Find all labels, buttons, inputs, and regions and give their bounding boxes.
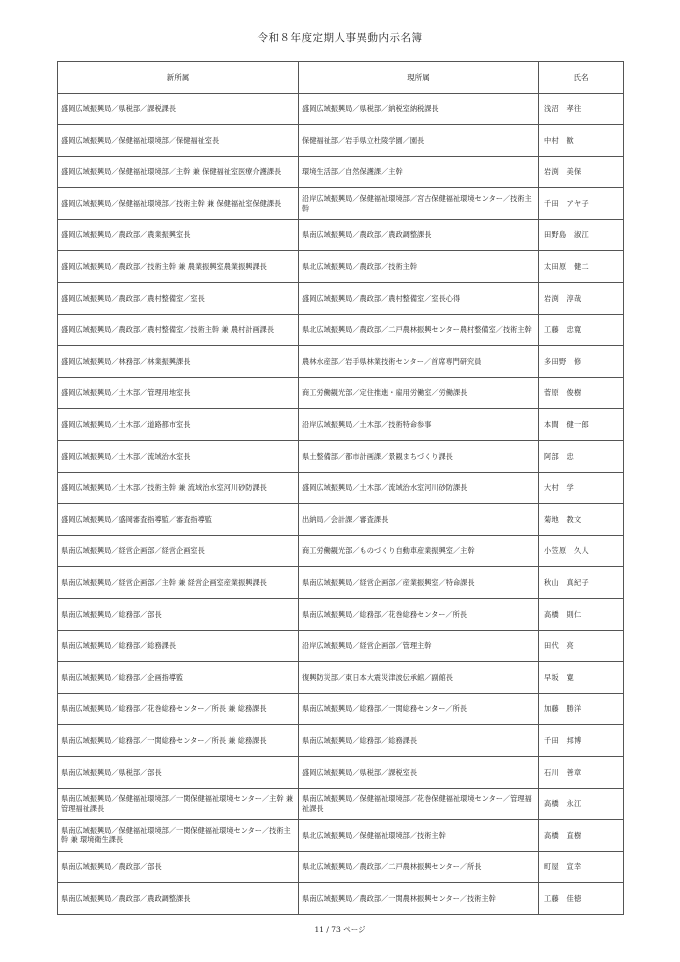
current-position-cell: 保健福祉部／岩手県立杜陵学園／園長 xyxy=(299,125,539,157)
table-row xyxy=(58,725,624,757)
table-row xyxy=(58,504,624,536)
table-row xyxy=(58,820,624,852)
new-position-cell: 盛岡広域振興局／農政部／技術主幹 兼 農業振興室農業振興課長 xyxy=(58,251,299,283)
table-row xyxy=(58,219,624,251)
new-position-cell: 盛岡広域振興局／農政部／農村整備室／室長 xyxy=(58,283,299,315)
new-position-cell: 盛岡広域振興局／土木部／管理用地室長 xyxy=(58,377,299,409)
table-row xyxy=(58,788,624,820)
name-cell: 大村 学 xyxy=(539,472,624,504)
table-row xyxy=(58,851,624,883)
new-position-cell: 盛岡広域振興局／保健福祉環境部／主幹 兼 保健福祉室医療介護課長 xyxy=(58,156,299,188)
table-header-row xyxy=(58,62,624,94)
table-row xyxy=(58,535,624,567)
name-cell: 早坂 寛 xyxy=(539,662,624,694)
current-position-cell: 県北広域振興局／農政部／二戸農林振興センター／所長 xyxy=(299,851,539,883)
table-row xyxy=(58,93,624,125)
name-cell: 太田原 健二 xyxy=(539,251,624,283)
table-row xyxy=(58,662,624,694)
current-position-cell: 沿岸広域振興局／土木部／技術特命参事 xyxy=(299,409,539,441)
current-position-cell: 沿岸広域振興局／保健福祉環境部／宮古保健福祉環境センター／技術主幹 xyxy=(299,188,539,220)
table-row xyxy=(58,377,624,409)
current-position-cell: 盛岡広域振興局／農政部／農村整備室／室長心得 xyxy=(299,283,539,315)
current-position-cell: 盛岡広域振興局／土木部／流域治水室河川砂防課長 xyxy=(299,472,539,504)
current-position-cell: 県土整備部／都市計画課／景観まちづくり課長 xyxy=(299,441,539,473)
new-position-cell: 県南広域振興局／農政部／部長 xyxy=(58,851,299,883)
new-position-cell: 盛岡広域振興局／盛岡審査指導監／審査指導監 xyxy=(58,504,299,536)
name-cell: 工藤 忠寛 xyxy=(539,314,624,346)
table-row xyxy=(58,599,624,631)
new-position-cell: 盛岡広域振興局／土木部／技術主幹 兼 流域治水室河川砂防課長 xyxy=(58,472,299,504)
current-position-cell: 農林水産部／岩手県林業技術センター／首席専門研究員 xyxy=(299,346,539,378)
name-cell: 本間 健一郎 xyxy=(539,409,624,441)
table-row xyxy=(58,630,624,662)
table-row xyxy=(58,567,624,599)
name-cell: 菅原 俊樹 xyxy=(539,377,624,409)
current-position-cell: 県南広域振興局／総務部／一関総務センター／所長 xyxy=(299,693,539,725)
header-current-position: 現所属 xyxy=(299,62,539,94)
name-cell: 田野島 淑江 xyxy=(539,219,624,251)
current-position-cell: 県南広域振興局／農政部／一関農林振興センター／技術主幹 xyxy=(299,883,539,915)
current-position-cell: 環境生活部／自然保護課／主幹 xyxy=(299,156,539,188)
table-row xyxy=(58,409,624,441)
table-row xyxy=(58,251,624,283)
name-cell: 加藤 勝洋 xyxy=(539,693,624,725)
name-cell: 浅沼 孝往 xyxy=(539,93,624,125)
name-cell: 中村 歓 xyxy=(539,125,624,157)
name-cell: 岩渕 淳哉 xyxy=(539,283,624,315)
new-position-cell: 盛岡広域振興局／農政部／農村整備室／技術主幹 兼 農村計画課長 xyxy=(58,314,299,346)
new-position-cell: 県南広域振興局／農政部／農政調整課長 xyxy=(58,883,299,915)
current-position-cell: 沿岸広域振興局／経営企画部／管理主幹 xyxy=(299,630,539,662)
table-row xyxy=(58,693,624,725)
table-row xyxy=(58,188,624,220)
new-position-cell: 県南広域振興局／総務部／総務課長 xyxy=(58,630,299,662)
new-position-cell: 県南広域振興局／県税部／部長 xyxy=(58,756,299,788)
current-position-cell: 商工労働観光部／ものづくり自動車産業振興室／主幹 xyxy=(299,535,539,567)
table-row xyxy=(58,156,624,188)
new-position-cell: 県南広域振興局／保健福祉環境部／一関保健福祉環境センター／主幹 兼 管理福祉課長 xyxy=(58,788,299,820)
table-row xyxy=(58,283,624,315)
name-cell: 田代 亮 xyxy=(539,630,624,662)
new-position-cell: 盛岡広域振興局／土木部／流域治水室長 xyxy=(58,441,299,473)
new-position-cell: 盛岡広域振興局／保健福祉環境部／技術主幹 兼 保健福祉室保健課長 xyxy=(58,188,299,220)
new-position-cell: 県南広域振興局／総務部／花巻総務センター／所長 兼 総務課長 xyxy=(58,693,299,725)
current-position-cell: 県南広域振興局／経営企画部／産業振興室／特命課長 xyxy=(299,567,539,599)
name-cell: 千田 アヤ子 xyxy=(539,188,624,220)
new-position-cell: 県南広域振興局／経営企画部／経営企画室長 xyxy=(58,535,299,567)
new-position-cell: 盛岡広域振興局／保健福祉環境部／保健福祉室長 xyxy=(58,125,299,157)
current-position-cell: 県南広域振興局／農政部／農政調整課長 xyxy=(299,219,539,251)
new-position-cell: 盛岡広域振興局／県税部／課税課長 xyxy=(58,93,299,125)
document-title: 令和８年度定期人事異動内示名簿 xyxy=(257,32,423,44)
personnel-table xyxy=(57,61,624,915)
table-row xyxy=(58,756,624,788)
name-cell: 菊地 教文 xyxy=(539,504,624,536)
name-cell: 高橋 永江 xyxy=(539,788,624,820)
current-position-cell: 出納局／会計課／審査課長 xyxy=(299,504,539,536)
new-position-cell: 盛岡広域振興局／林務部／林業振興課長 xyxy=(58,346,299,378)
table-row xyxy=(58,441,624,473)
new-position-cell: 県南広域振興局／総務部／一関総務センター／所長 兼 総務課長 xyxy=(58,725,299,757)
name-cell: 高橋 直樹 xyxy=(539,820,624,852)
current-position-cell: 県北広域振興局／保健福祉環境部／技術主幹 xyxy=(299,820,539,852)
name-cell: 高橋 則仁 xyxy=(539,599,624,631)
current-position-cell: 復興防災部／東日本大震災津波伝承館／副館長 xyxy=(299,662,539,694)
current-position-cell: 盛岡広域振興局／県税部／課税室長 xyxy=(299,756,539,788)
table-row xyxy=(58,346,624,378)
current-position-cell: 県北広域振興局／農政部／技術主幹 xyxy=(299,251,539,283)
name-cell: 石川 善章 xyxy=(539,756,624,788)
header-new-position: 新所属 xyxy=(58,62,299,94)
current-position-cell: 県北広域振興局／農政部／二戸農林振興センター農村整備室／技術主幹 xyxy=(299,314,539,346)
name-cell: 千田 邦博 xyxy=(539,725,624,757)
current-position-cell: 県南広域振興局／保健福祉環境部／花巻保健福祉環境センター／管理福祉課長 xyxy=(299,788,539,820)
name-cell: 岩渕 美保 xyxy=(539,156,624,188)
current-position-cell: 県南広域振興局／総務部／総務課長 xyxy=(299,725,539,757)
name-cell: 町屋 宣幸 xyxy=(539,851,624,883)
table-row xyxy=(58,314,624,346)
new-position-cell: 盛岡広域振興局／土木部／道路都市室長 xyxy=(58,409,299,441)
table-row xyxy=(58,883,624,915)
new-position-cell: 県南広域振興局／経営企画部／主幹 兼 経営企画室産業振興課長 xyxy=(58,567,299,599)
name-cell: 工藤 佳徳 xyxy=(539,883,624,915)
new-position-cell: 県南広域振興局／総務部／部長 xyxy=(58,599,299,631)
current-position-cell: 県南広域振興局／総務部／花巻総務センター／所長 xyxy=(299,599,539,631)
new-position-cell: 県南広域振興局／保健福祉環境部／一関保健福祉環境センター／技術主幹 兼 環境衛生課長 xyxy=(58,820,299,852)
name-cell: 多田野 修 xyxy=(539,346,624,378)
page-number: 11 / 73 ページ xyxy=(314,925,366,934)
name-cell: 小笠原 久人 xyxy=(539,535,624,567)
new-position-cell: 県南広域振興局／総務部／企画指導監 xyxy=(58,662,299,694)
name-cell: 阿部 忠 xyxy=(539,441,624,473)
table-row xyxy=(58,125,624,157)
header-name: 氏名 xyxy=(539,62,624,94)
current-position-cell: 商工労働観光部／定住推進・雇用労働室／労働課長 xyxy=(299,377,539,409)
table-row xyxy=(58,472,624,504)
current-position-cell: 盛岡広域振興局／県税部／納税室納税課長 xyxy=(299,93,539,125)
name-cell: 秋山 真紀子 xyxy=(539,567,624,599)
new-position-cell: 盛岡広域振興局／農政部／農業振興室長 xyxy=(58,219,299,251)
